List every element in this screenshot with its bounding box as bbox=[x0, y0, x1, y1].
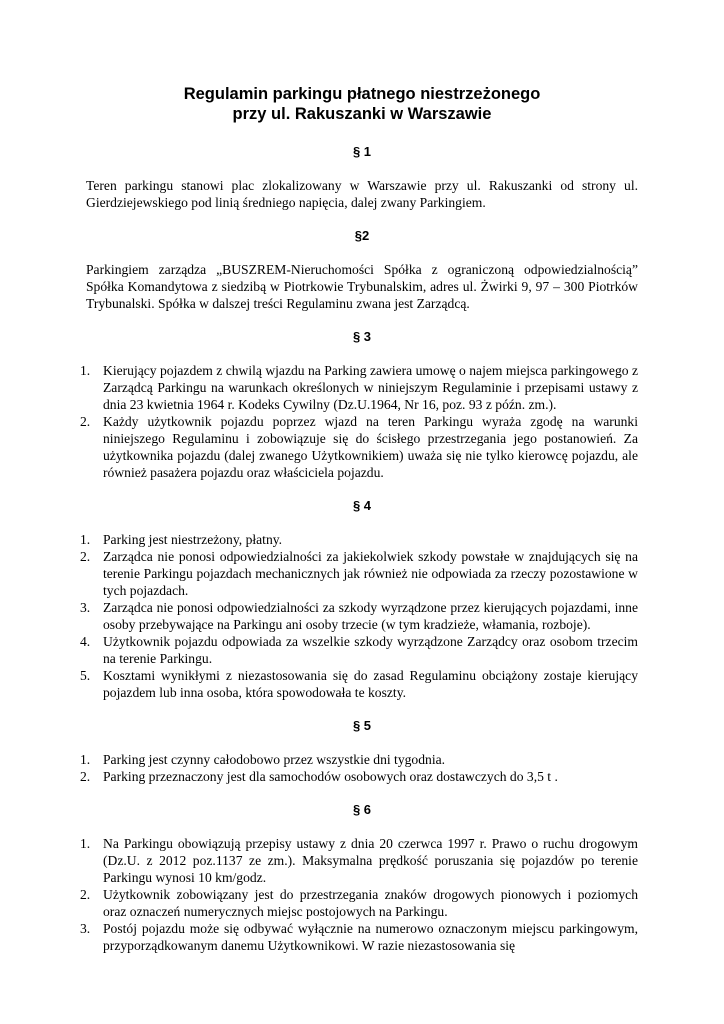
section-2-text: Parkingiem zarządza „BUSZREM-Nieruchomości Spółka z ograniczoną odpowiedzialnością” Spółka Komandytowa z siedzibą w Piotrkowie Trybunalskim, adres ul. Żwirki 9, 97 – 300 Piotrków Trybunalski. Spółka w dalszej treści Regulaminu zwana jest Zarządcą. bbox=[86, 262, 638, 311]
list-item bbox=[80, 751, 638, 768]
list-item-text: Parking jest czynny całodobowo przez wszystkie dni tygodnia. bbox=[103, 752, 446, 767]
list-item-text: Zarządca nie ponosi odpowiedzialności za jakiekolwiek szkody powstałe w znajdujących się na terenie Parkingu pojazdach mechanicznych jak również nie odpowiada za rzeczy pozostawione w tych pojazdach. bbox=[103, 549, 638, 598]
list-item bbox=[80, 599, 638, 633]
list-item bbox=[80, 413, 638, 481]
section-3-list bbox=[80, 362, 638, 481]
list-item-number: 1. bbox=[80, 752, 91, 767]
list-item-text: Zarządca nie ponosi odpowiedzialności za szkody wyrządzone przez kierujących pojazdami, inne osoby przebywające na Parkingu ani osoby trzecie (w tym kradzieże, włamania, rozboje). bbox=[103, 600, 638, 632]
list-item-number: 4. bbox=[80, 634, 91, 649]
section-6-heading: § 6 bbox=[352, 802, 372, 817]
document-title-line-1: Regulamin parkingu płatnego niestrzeżonego bbox=[183, 85, 541, 103]
list-item-text: Kierujący pojazdem z chwilą wjazdu na Parking zawiera umowę o najem miejsca parkingowego z Zarządcą Parkingu na warunkach określonych w niniejszym Regulaminie i przepisami ustawy z dnia 23 kwietnia 1964 r. Kodeks Cywilny (Dz.U.1964, Nr 16, poz. 93 z późn. zm.). bbox=[103, 363, 638, 412]
list-item bbox=[80, 835, 638, 886]
document-title bbox=[86, 84, 638, 124]
list-item bbox=[80, 548, 638, 599]
list-item-number: 1. bbox=[80, 363, 91, 378]
list-item-text: Postój pojazdu może się odbywać wyłącznie na numerowo oznaczonym miejscu parkingowym, przyporządkowanym danemu Użytkownikowi. W razie niezastosowania się bbox=[103, 921, 638, 953]
section-3-heading: § 3 bbox=[352, 329, 372, 344]
section-4-list bbox=[80, 531, 638, 701]
list-item-text: Parking jest niestrzeżony, płatny. bbox=[103, 532, 283, 547]
section-5-heading: § 5 bbox=[352, 718, 372, 733]
list-item-text: Użytkownik pojazdu odpowiada za wszelkie szkody wyrządzone Zarządcy oraz osobom trzecim na terenie Parkingu. bbox=[103, 634, 638, 666]
list-item-number: 2. bbox=[80, 887, 91, 902]
list-item-text: Na Parkingu obowiązują przepisy ustawy z dnia 20 czerwca 1997 r. Prawo o ruchu drogowym (Dz.U. z 2012 poz.1137 ze zm.). Maksymalna prędkość poruszania się pojazdów po terenie Parkingu wynosi 10 km/godz. bbox=[103, 836, 638, 885]
section-1-text: Teren parkingu stanowi plac zlokalizowany w Warszawie przy ul. Rakuszanki od strony ul. Gierdziejewskiego pod linią średniego napięcia, dalej zwany Parkingiem. bbox=[86, 178, 638, 210]
list-item-number: 2. bbox=[80, 549, 91, 564]
list-item-text: Każdy użytkownik pojazdu poprzez wjazd na teren Parkingu wyraża zgodę na warunki niniejszego Regulaminu i zobowiązuje się do ścisłego przestrzegania jego postanowień. Za użytkownika pojazdu (dalej zwanego Użytkownikiem) uważa się nie tylko kierowcę pojazdu, ale również pasażera pojazdu oraz właściciela pojazdu. bbox=[103, 414, 638, 480]
list-item-number: 2. bbox=[80, 769, 91, 784]
list-item-number: 3. bbox=[80, 921, 91, 936]
list-item bbox=[80, 667, 638, 701]
section-5-list bbox=[80, 751, 638, 785]
section-2-heading: §2 bbox=[354, 228, 370, 243]
list-item-number: 1. bbox=[80, 836, 91, 851]
list-item-text: Użytkownik zobowiązany jest do przestrzegania znaków drogowych pionowych i poziomych oraz oznaczeń numerycznych miejsc postojowych na Parkingu. bbox=[103, 887, 638, 919]
list-item bbox=[80, 531, 638, 548]
list-item bbox=[80, 768, 638, 785]
list-item-number: 1. bbox=[80, 532, 91, 547]
section-6-list bbox=[80, 835, 638, 954]
list-item bbox=[80, 920, 638, 954]
list-item-number: 2. bbox=[80, 414, 91, 429]
section-1-heading: § 1 bbox=[352, 144, 372, 159]
list-item bbox=[80, 886, 638, 920]
list-item bbox=[80, 633, 638, 667]
list-item-text: Parking przeznaczony jest dla samochodów osobowych oraz dostawczych do 3,5 t . bbox=[103, 769, 558, 784]
list-item bbox=[80, 362, 638, 413]
list-item-number: 5. bbox=[80, 668, 91, 683]
list-item-text: Kosztami wynikłymi z niezastosowania się do zasad Regulaminu obciążony zostaje kierujący pojazdem lub inna osoba, która spowodowała te koszty. bbox=[103, 668, 638, 700]
document-title-line-2: przy ul. Rakuszanki w Warszawie bbox=[232, 105, 492, 123]
list-item-number: 3. bbox=[80, 600, 91, 615]
section-4-heading: § 4 bbox=[352, 498, 372, 513]
